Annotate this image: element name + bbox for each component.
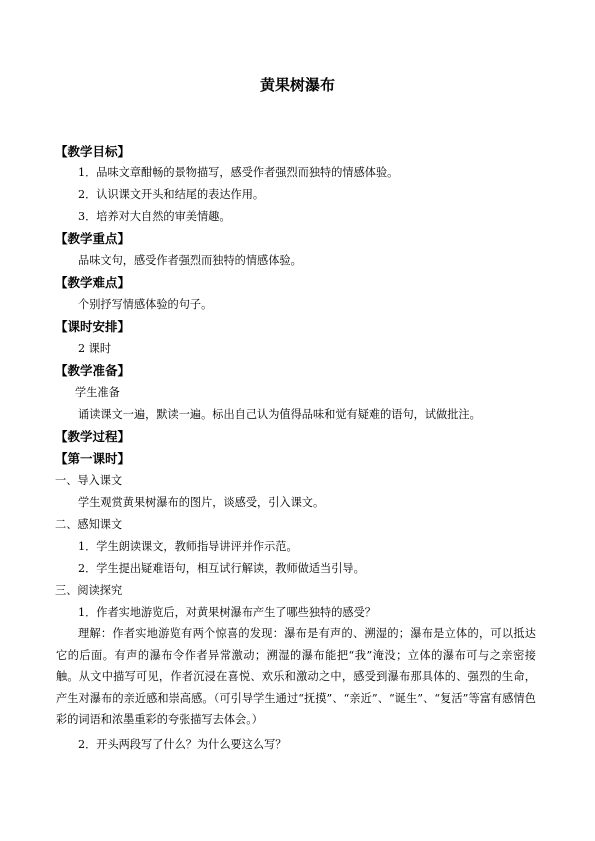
prep-student: 学生准备 (75, 386, 120, 399)
goal-item-2: 2．认识课文开头和结尾的表达作用。 (78, 188, 265, 201)
question-2: 2．开头两段写了什么？为什么要这么写？ (78, 738, 287, 751)
goals-heading: 【教学目标】 (55, 144, 131, 159)
question-1-answer: 理解：作者实地游览有两个惊喜的发现：瀑布是有声的、溯湿的；瀑布是立体的，可以抵达它的后面。有声的瀑布令作者异常激动；溯湿的瀑布能把“我”淹没；立体的瀑布可与之亲密接触。从文中描写可见，作者沉浸在喜悦、欢乐和激动之中，感受到瀑布那具体的、强烈的生命，产生对瀑布的亲近感和崇高感。（可引导学生通过“抚摸”、“亲近”、“诞生”、“复活”等富有感情色彩的词语和浓墨重彩的夸张描写去体会。） (56, 627, 536, 726)
key-text: 品味文句，感受作者强烈而独特的情感体验。 (78, 254, 302, 267)
part3-heading: 三、阅读探究 (55, 584, 123, 597)
page-title: 黄果树瀑布 (259, 76, 335, 94)
part2-heading: 二、感知课文 (55, 518, 123, 531)
part1-detail: 学生观赏黄果树瀑布的图片，谈感受，引入课文。 (78, 496, 325, 509)
difficulty-text: 个别抒写情感体验的句子。 (78, 298, 213, 311)
key-heading: 【教学重点】 (55, 231, 131, 246)
lesson1-heading: 【第一课时】 (55, 451, 131, 466)
goal-item-3: 3．培养对大自然的审美情趣。 (78, 210, 231, 223)
part1-heading: 一、导入课文 (55, 474, 123, 487)
prep-detail: 诵读课文一遍，默读一遍。标出自己认为值得品味和觉有疑难的语句，试做批注。 (78, 408, 481, 421)
prep-heading: 【教学准备】 (55, 363, 131, 378)
goal-item-1: 1．品味文章酣畅的景物描写，感受作者强烈而独特的情感体验。 (78, 166, 399, 179)
question-1: 1．作者实地游览后，对黄果树瀑布产生了哪些独特的感受？ (78, 606, 376, 619)
part2-item-1: 1．学生朗读课文，教师指导讲评并作示范。 (78, 540, 298, 553)
schedule-heading: 【课时安排】 (55, 319, 131, 334)
difficulty-heading: 【教学难点】 (55, 275, 131, 290)
process-heading: 【教学过程】 (55, 429, 131, 444)
schedule-text: 2 课时 (78, 342, 112, 355)
part2-item-2: 2．学生提出疑难语句，相互试行解读，教师做适当引导。 (78, 562, 365, 575)
